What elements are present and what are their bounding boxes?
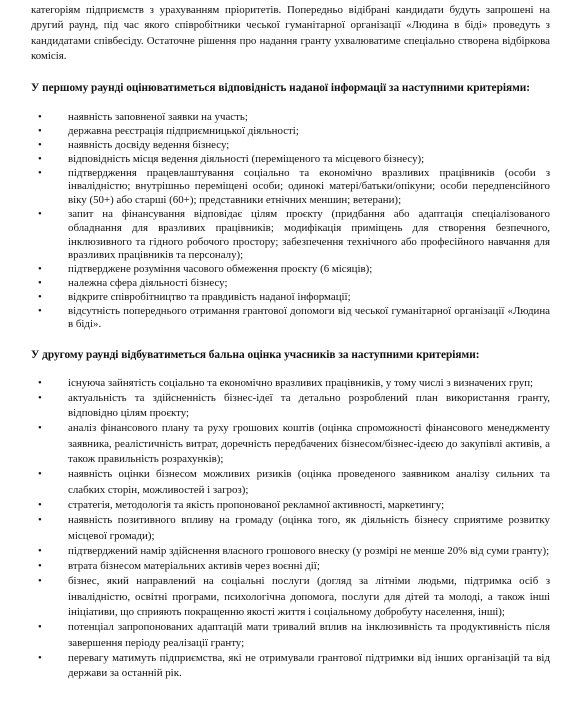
round2-heading: У другому раунді відбуватиметься бальна оцінка учасників за наступними критеріями: [31,349,480,362]
list-item-text: наявність оцінки бізнесом можливих ризиків (оцінка проведеного заявником аналізу сильних та слабких сторін, можливостей і загроз); [68,468,550,496]
list-item-text: втрата бізнесом матеріальних активів через воєнні дії; [68,560,320,573]
bullet-icon: • [38,290,42,303]
list-item [31,305,550,333]
list-item [31,291,550,305]
list-item [31,277,550,291]
list-item-text: запит на фінансування відповідає цілям проєкту (придбання або адаптація спеціалізованого обладнання для вразливих працівників; модифікація приміщень для створення безпечного, інклюзивного та гідного робочого простору; забезпечення технічного або професійного навчання для вразливих працівників та персоналу); [68,208,550,262]
bullet-icon: • [38,152,42,165]
list-item-text: існуюча зайнятість соціально та економічно вразливих працівників, у тому числі з визначених груп; [68,376,534,389]
bullet-icon: • [38,560,42,573]
bullet-icon: • [38,208,42,221]
list-item [31,513,550,544]
bullet-icon: • [38,514,42,527]
list-item-text: відкрите співробітництво та правдивість наданої інформації; [68,290,351,303]
list-item-text: наявність досвіду ведення бізнесу; [68,139,230,152]
bullet-icon: • [38,651,42,664]
bullet-icon: • [38,125,42,138]
list-item-text: відповідність місця ведення діяльності (переміщеного та місцевого бізнесу); [68,152,425,165]
list-item-text: належна сфера діяльності бізнесу; [68,277,228,290]
list-item-text: бізнес, який направлений на соціальні послуги (догляд за літніми людьми, підтримка осіб з інвалідністю, освітні програми, психологічна допомога, послуги для дітей та молоді, а також інші ініціативи, що сприяють покращенню якості життя і соціальному добробуту населення, інші); [68,575,550,618]
bullet-icon: • [38,468,42,481]
intro-paragraph: категоріям підприємств з урахуванням пріоритетів. Попередньо відібрані кандидати будуть запрошені на другий раунд, під час якого співробітники чеської гуманітарної організації «Людина в біді» проведуть з кандидатами співбесіду. Остаточне рішення про надання гранту ухвалюватиме спеціально створена відбіркова комісія. [31,4,550,62]
bullet-icon: • [38,139,42,152]
list-item-text: стратегія, методологія та якість пропонованої рекламної активності, маркетингу; [68,498,445,511]
bullet-icon: • [38,304,42,317]
list-item-text: підтверджене розуміння часового обмеження проєкту (6 місяців); [68,263,373,276]
list-item-text: потенціал запропонованих адаптацій мати тривалий вплив на інклюзивність та продуктивність після завершення періоду реалізації гранту; [68,621,550,649]
list-item-text: актуальність та здійсненність бізнес-ідеї та детально розроблений план використання гранту, відповідно цілям проєкту; [68,391,550,420]
round2-criteria-list [31,376,550,682]
list-item [31,559,550,574]
list-item [31,421,550,467]
list-item [31,651,550,682]
bullet-icon: • [38,111,42,124]
list-item [31,167,550,208]
bullet-icon: • [38,166,42,179]
list-item [31,208,550,263]
bullet-icon: • [38,376,42,389]
bullet-icon: • [38,498,42,511]
list-item-text: наявність позитивного впливу на громаду (оцінка того, як діяльність бізнесу сприятиме розвитку місцевої громади); [68,514,550,542]
list-item [31,125,550,139]
list-item [31,111,550,125]
list-item [31,391,550,422]
list-item [31,153,550,167]
list-item [31,139,550,153]
list-item [31,376,550,391]
list-item-text: підтвердження працевлаштування соціально та економічно вразливих працівників (особи з інвалідністю; внутрішньо переміщені особи; одинокі матері/батьки/опікуни; особи передпенсійного віку (50+) або старші (60+); представники етнічних меншин; ветерани); [68,166,550,207]
list-item-text: аналіз фінансового плану та руху грошових коштів (оцінка спроможності фінансового менеджменту заявника, реалістичність витрат, доречність передбачених бізнесом/бізнес-ідеєю до закупівлі активів, а також правильність розрахунків); [68,422,550,466]
list-item-text: перевагу матимуть підприємства, які не отримували грантової підтримки від інших організацій та від держави за останній рік. [68,651,550,680]
list-item-text: державна реєстрація підприємницької діяльності; [68,125,299,138]
list-item [31,467,550,498]
list-item-text: наявність заповненої заявки на участь; [68,111,248,124]
list-item [31,544,550,559]
bullet-icon: • [38,544,42,557]
list-item [31,263,550,277]
list-item-text: підтверджений намір здійснення власного грошового внеску (у розмірі не менше 20% від суми гранту); [68,544,550,557]
bullet-icon: • [38,575,42,588]
bullet-icon: • [38,391,42,404]
list-item [31,620,550,651]
bullet-icon: • [38,621,42,634]
round1-criteria-list [31,111,550,332]
round1-heading: У першому раунді оцінюватиметься відповідність наданої інформації за наступними критеріями: [31,82,531,95]
bullet-icon: • [38,277,42,290]
list-item-text: відсутність попереднього отримання грантової допомоги від чеської гуманітарної організації «Людина в біді». [68,304,550,331]
list-item [31,574,550,620]
bullet-icon: • [38,263,42,276]
list-item [31,498,550,513]
bullet-icon: • [38,422,42,435]
